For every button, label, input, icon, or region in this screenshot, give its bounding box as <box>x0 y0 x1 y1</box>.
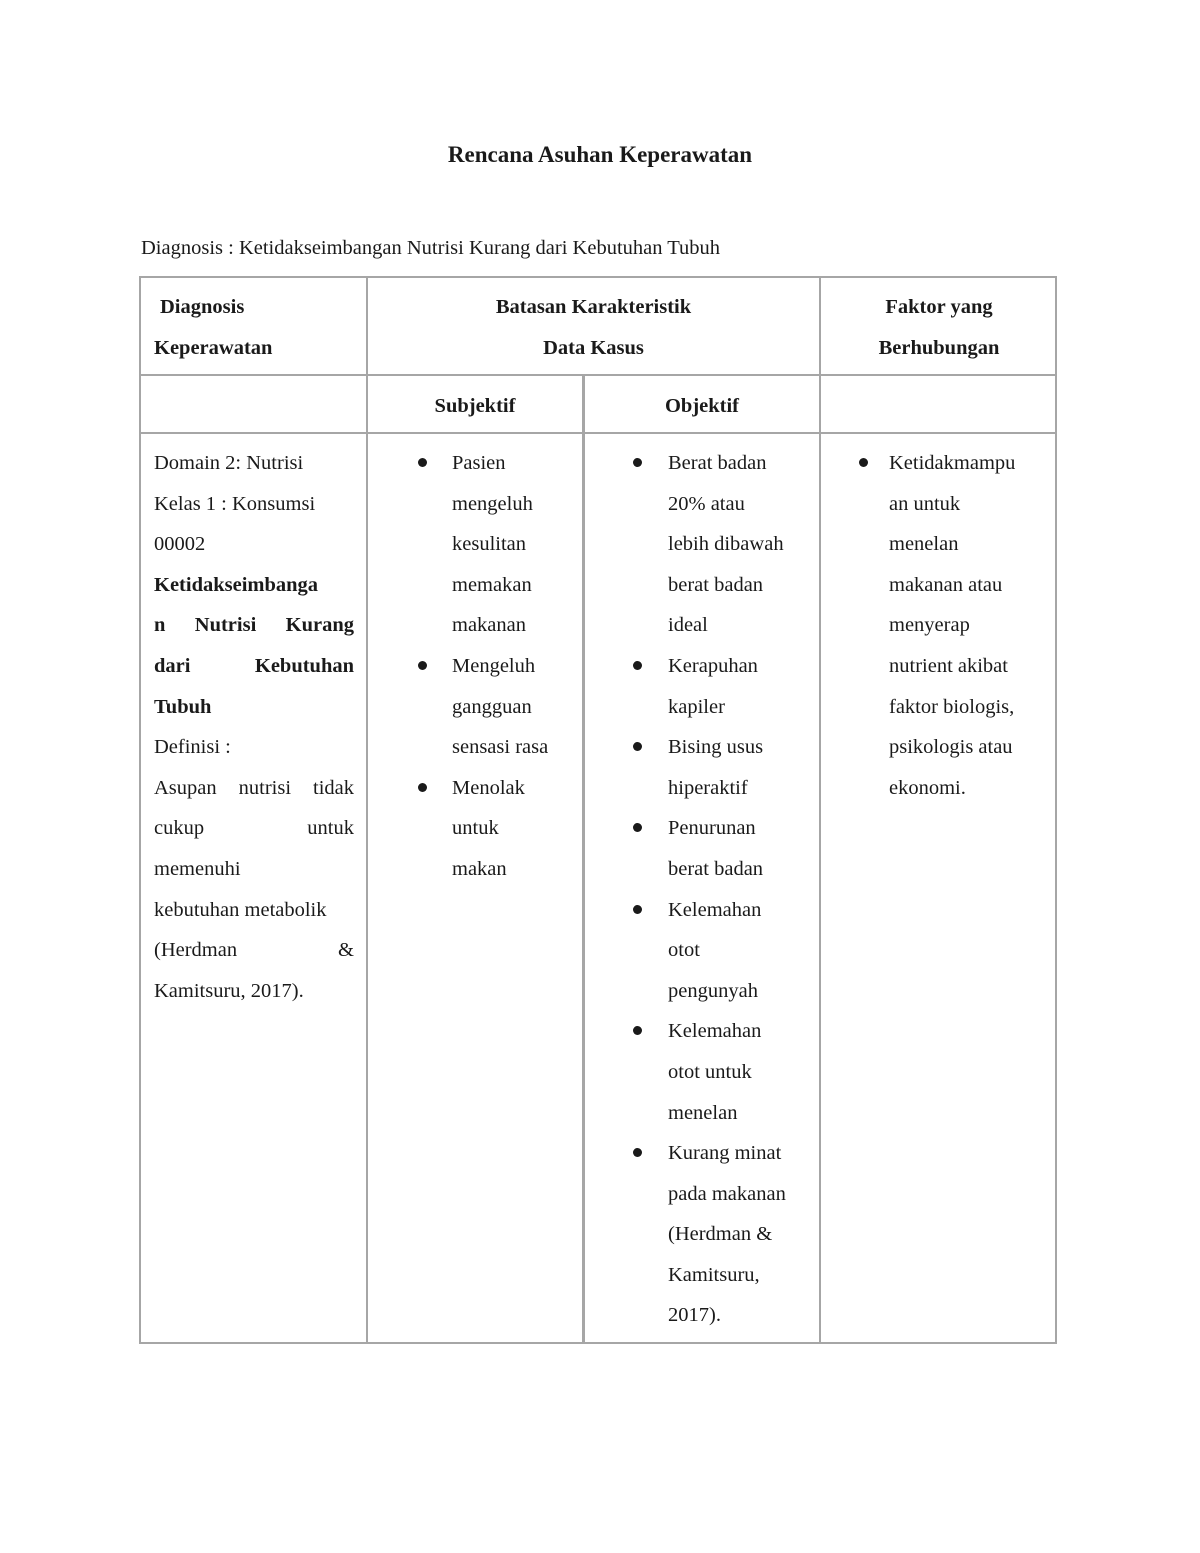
definition-line: Asupan nutrisi tidak <box>154 776 354 799</box>
diagnosis-name-line: Ketidakseimbanga <box>154 573 319 596</box>
definition-line: kebutuhan metabolik <box>154 898 327 921</box>
header-subjektif: Subjektif <box>434 395 516 417</box>
table-divider <box>582 376 585 1344</box>
header-objektif: Objektif <box>664 395 740 417</box>
definition-line: (Herdman & <box>154 939 354 962</box>
list-item <box>668 727 818 808</box>
list-item-line: psikologis atau <box>889 736 1013 759</box>
list-item-line: memakan <box>452 573 532 596</box>
table-divider <box>819 276 821 1344</box>
list-item <box>668 646 818 727</box>
header-line: Batasan Karakteristik <box>495 296 692 318</box>
list-item-line: faktor biologis, <box>889 695 1015 718</box>
objektif-list <box>668 443 818 1336</box>
list-item-line: untuk <box>452 817 499 840</box>
list-item-line: makanan atau <box>889 573 1003 596</box>
list-item-line: lebih dibawah <box>668 533 784 556</box>
definition-line: Kamitsuru, 2017). <box>154 979 304 1002</box>
list-item-line: Ketidakmampu <box>889 452 1016 474</box>
table-divider <box>139 432 1057 434</box>
list-item-line: menyerap <box>889 614 970 637</box>
definition-line: cukup untuk <box>154 817 354 840</box>
definisi-label: Definisi : <box>154 736 231 759</box>
list-item-line: 2017). <box>668 1304 721 1327</box>
list-item-line: Pasien <box>452 452 506 474</box>
page-title: Rencana Asuhan Keperawatan <box>447 142 753 167</box>
list-item-line: Berat badan <box>668 452 767 474</box>
list-item <box>668 890 818 1012</box>
list-item-line: kesulitan <box>452 533 527 556</box>
diagnosis-name <box>154 565 354 727</box>
list-item-line: mengeluh <box>452 492 533 515</box>
list-item-line: berat badan <box>668 857 764 880</box>
header-diagnosis-keperawatan <box>141 287 366 368</box>
list-item-line: Penurunan <box>668 817 756 840</box>
domain-text: Domain 2: Nutrisi <box>154 452 304 474</box>
list-item <box>452 646 580 768</box>
subjektif-list <box>452 443 580 890</box>
table-divider <box>139 374 1057 376</box>
kelas-text: Kelas 1 : Konsumsi <box>154 492 316 515</box>
faktor-list <box>889 443 1055 808</box>
diagnosis-name-line: dari Kebutuhan <box>154 654 354 677</box>
list-item-line: Kamitsuru, <box>668 1263 760 1286</box>
list-item-line: Bising usus <box>668 736 764 759</box>
list-item-line: nutrient akibat <box>889 654 1008 677</box>
list-item-line: sensasi rasa <box>452 736 549 759</box>
diagnosis-name-line: n Nutrisi Kurang <box>154 614 354 637</box>
list-item-line: pada makanan <box>668 1182 786 1205</box>
header-line: Berhubungan <box>878 336 1000 359</box>
header-faktor-berhubungan <box>821 287 1057 368</box>
list-item-line: gangguan <box>452 695 532 718</box>
list-item-line: Kelemahan <box>668 898 762 921</box>
list-item <box>668 443 818 646</box>
header-batasan-karakteristik <box>368 287 819 368</box>
header-line: Keperawatan <box>154 336 273 359</box>
list-item <box>452 443 580 646</box>
table-divider <box>366 276 368 1344</box>
list-item-line: kapiler <box>668 695 725 718</box>
list-item-line: an untuk <box>889 492 961 515</box>
header-line: Diagnosis <box>160 296 245 318</box>
definition-text <box>154 768 354 1012</box>
list-item <box>668 1133 818 1336</box>
list-item-line: berat badan <box>668 573 764 596</box>
diagnosis-name-line: Tubuh <box>154 695 212 718</box>
list-item-line: makan <box>452 857 507 880</box>
list-item-line: menelan <box>889 533 959 556</box>
list-item-line: hiperaktif <box>668 776 748 799</box>
list-item-line: Menolak <box>452 776 525 799</box>
list-item-line: Kelemahan <box>668 1020 762 1043</box>
list-item-line: menelan <box>668 1101 738 1124</box>
list-item-line: ideal <box>668 614 708 637</box>
header-line: Data Kasus <box>543 336 644 359</box>
list-item <box>668 1011 818 1133</box>
list-item-line: pengunyah <box>668 979 758 1002</box>
list-item-line: otot <box>668 939 700 962</box>
list-item <box>452 768 580 890</box>
list-item <box>668 808 818 889</box>
list-item-line: otot untuk <box>668 1060 752 1083</box>
list-item-line: makanan <box>452 614 526 637</box>
list-item <box>889 443 1055 808</box>
list-item-line: Kurang minat <box>668 1142 782 1165</box>
list-item-line: ekonomi. <box>889 776 966 799</box>
diagnosis-code: 00002 <box>154 533 206 556</box>
list-item-line: Mengeluh <box>452 654 536 677</box>
definition-line: memenuhi <box>154 857 241 880</box>
diagnosis-line: Diagnosis : Ketidakseimbangan Nutrisi Kurang dari Kebutuhan Tubuh <box>141 237 721 259</box>
list-item-line: Kerapuhan <box>668 654 758 677</box>
list-item-line: 20% atau <box>668 492 745 515</box>
diagnosis-cell <box>154 443 354 1011</box>
header-line: Faktor yang <box>885 296 993 318</box>
list-item-line: (Herdman & <box>668 1223 773 1246</box>
